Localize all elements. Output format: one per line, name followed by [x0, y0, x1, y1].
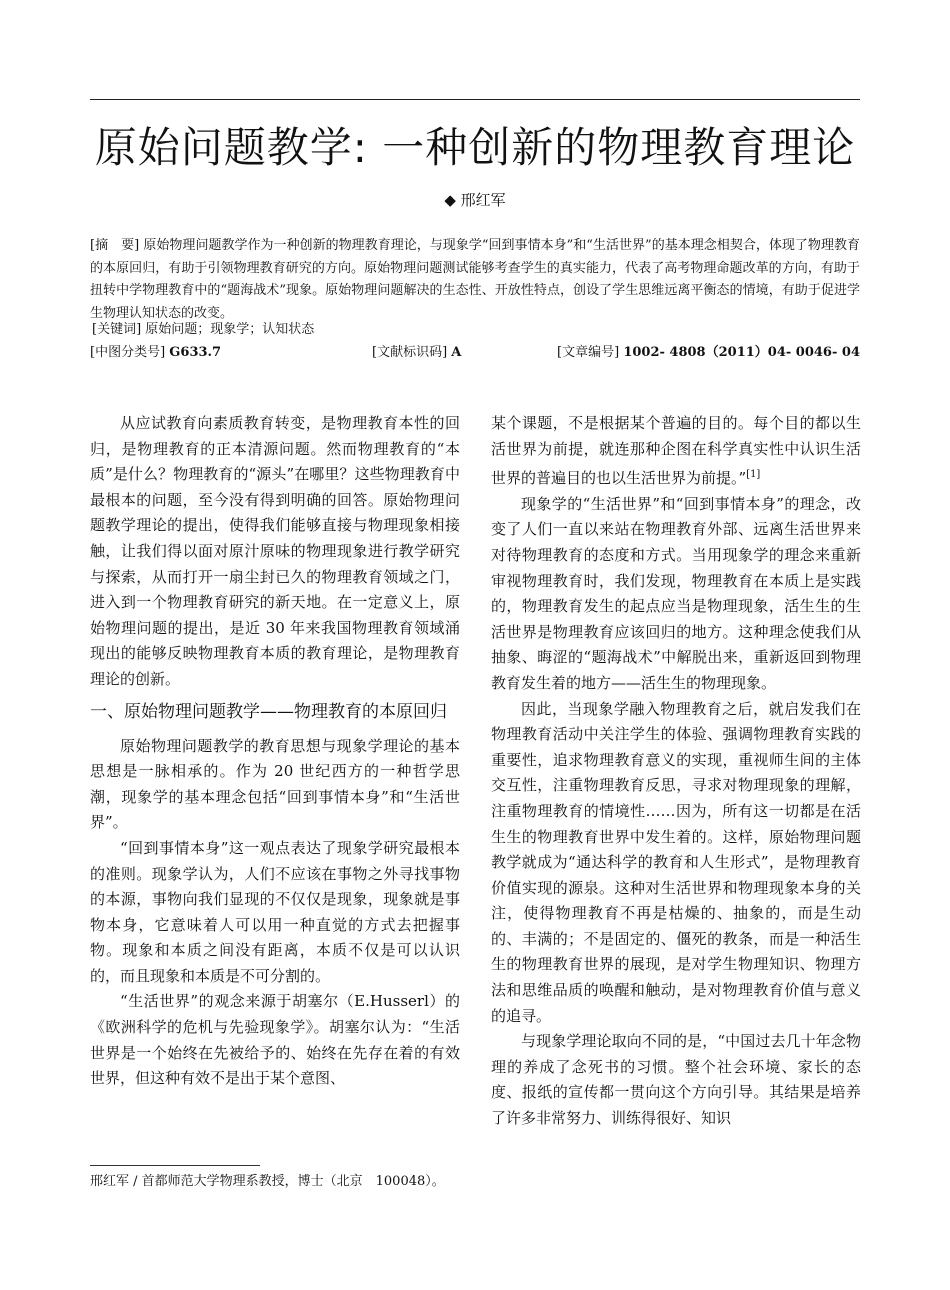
top-rule — [90, 99, 860, 100]
paragraph: 原始物理问题教学的教育思想与现象学理论的基本思想是一脉相承的。作为 20 世纪西方的一种哲学思潮，现象学的基本理念包括“回到事情本身”和“生活世界”。 — [90, 736, 460, 832]
document-code-value: A — [451, 345, 462, 360]
section-heading: 一、原始物理问题教学——物理教育的本原回归 — [90, 701, 447, 722]
footnote-rule — [90, 1165, 260, 1166]
article-title: 原始问题教学: 一种创新的物理教育理论 — [94, 123, 856, 172]
paragraph-text: 某个课题，不是根据某个普遍的目的。每个目的都以生活世界为前提，就连那种企图在科学真实性中认识生活世界的普遍目的也以生活世界为前提。” — [491, 414, 861, 488]
paragraph — [491, 411, 861, 492]
keywords-label: [关键词] — [92, 322, 142, 337]
abstract — [90, 235, 860, 326]
body-column-left — [90, 411, 460, 1092]
abstract-label: [摘 要] — [90, 238, 140, 253]
paragraph: 从应试教育向素质教育转变，是物理教育本性的回归，是物理教育的正本清源问题。然而物理教育的“本质”是什么？物理教育的“源头”在哪里？这些物理教育中最根本的问题，至今没有得到明确的回答。原始物理问题教学理论的提出，使得我们能够直接与物理现象相接触，让我们得以面对原汁原味的物理现象进行教学研究与探索，从而打开一扇尘封已久的物理教育领域之门，进入到一个物理教育研究的新天地。在一定意义上，原始物理问题的提出，是近 30 年来我国物理教育领域涌现出的能够反映物理教育本质的教育理论，是物理教育理论的创新。 — [90, 414, 460, 688]
author-footnote: 邢红军 / 首都师范大学物理系教授，博士（北京 100048）。 — [90, 1174, 445, 1189]
diamond-icon: ◆ — [444, 191, 456, 209]
clc-label: [中图分类号] — [90, 345, 166, 360]
clc-value: G633.7 — [169, 345, 222, 360]
citation-ref: [1] — [746, 469, 761, 481]
paragraph: 因此，当现象学融入物理教育之后，就启发我们在物理教育活动中关注学生的体验、强调物理教育实践的重要性，追求物理教育意义的实现，重视师生间的主体交互性，注重物理教育反思，寻求对物理现象的理解，注重物理教育的情境性……因为，所有这一切都是在活生生的物理教育世界中发生着的。这样，原始物理问题教学就成为“通达科学的教育和人生形式”，是物理教育价值实现的源泉。这种对生活世界和物理现象本身的关注，使得物理教育不再是枯燥的、抽象的，而是生动的、丰满的；不是固定的、僵死的教条，而是一种活生生的物理教育世界的展现，是对学生物理知识、物理方法和思维品质的唤醒和触动，是对物理教育价值与意义的追寻。 — [491, 699, 861, 1025]
clc-number — [90, 343, 221, 363]
paragraph: 现象学的“生活世界”和“回到事情本身”的理念，改变了人们一直以来站在物理教育外部、远离生活世界来对待物理教育的态度和方式。当用现象学的理念来重新审视物理教育时，我们发现，物理教育在本质上是实践的，物理教育发生的起点应当是物理现象，活生生的生活世界是物理教育应该回归的地方。这种理念使我们从抽象、晦涩的“题海战术”中解脱出来，重新返回到物理教育发生着的地方——活生生的物理现象。 — [491, 494, 861, 692]
body-column-right — [491, 411, 861, 1132]
article-number-value: 1002- 4808（2011）04- 0046- 04 — [623, 345, 860, 360]
article-number — [557, 343, 860, 363]
keywords — [92, 320, 862, 340]
paragraph: “回到事情本身”这一观点表达了现象学研究最根本的准则。现象学认为，人们不应该在事物之外寻找事物的本源，事物向我们显现的不仅仅是现象，现象就是事物本身，它意味着人可以用一种直觉的方式去把握事物。现象和本质之间没有距离，本质不仅是可以认识的，而且现象和本质是不可分割的。 — [90, 838, 460, 985]
paragraph: 与现象学理论取向不同的是，“中国过去几十年念物理的养成了念死书的习惯。整个社会环境、家长的态度、报纸的宣传都一贯向这个方向引导。其结果是培养了许多非常努力、训练得很好、知识 — [491, 1032, 861, 1128]
document-code — [372, 343, 461, 363]
abstract-text: 原始物理问题教学作为一种创新的物理教育理论，与现象学“回到事情本身”和“生活世界”的基本理念相契合，体现了物理教育的本原回归，有助于引领物理教育研究的方向。原始物理问题测试能够考查学生的真实能力，代表了高考物理命题改革的方向，有助于扭转中学物理教育中的“题海战术”现象。原始物理问题解决的生态性、开放性特点，创设了学生思维远离平衡态的情境，有助于促进学生物理认知状态的改变。 — [90, 238, 860, 322]
author-name: 邢红军 — [460, 191, 506, 209]
paragraph: “生活世界”的观念来源于胡塞尔（E.Husserl）的《欧洲科学的危机与先验现象学》。胡塞尔认为：“生活世界是一个始终在先被给予的、始终在先存在着的有效世界，但这种有效不是出于某个意图、 — [90, 992, 460, 1088]
keywords-text: 原始问题；现象学；认知状态 — [145, 322, 315, 337]
classification-line — [90, 343, 860, 363]
document-code-label: [文献标识码] — [372, 345, 448, 360]
author-line — [90, 190, 860, 210]
article-number-label: [文章编号] — [557, 345, 620, 360]
